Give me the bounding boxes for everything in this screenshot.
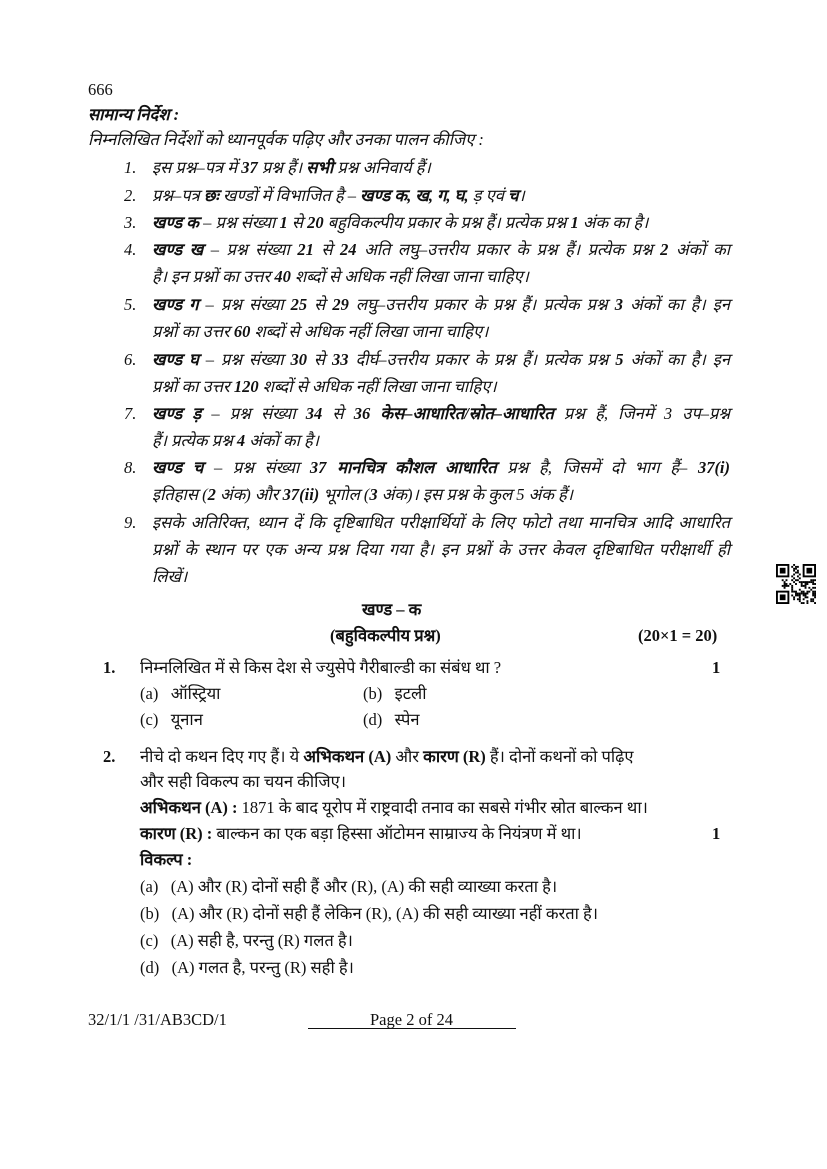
instruction-line — [152, 157, 431, 179]
text-segment: से — [313, 240, 341, 259]
question-marks: 1 — [712, 824, 721, 843]
text-segment: लिखें। — [152, 567, 188, 586]
option-d[interactable] — [140, 957, 354, 979]
option-text: ऑस्ट्रिया — [170, 684, 221, 703]
bold-text: 3 — [614, 295, 624, 314]
bold-text: 30 — [290, 350, 307, 369]
page-number-top: 666 — [88, 80, 113, 99]
bold-text: 37(ii) — [282, 485, 320, 504]
text-segment: । — [518, 186, 525, 205]
text-segment: खण्डों में विभाजित है – — [218, 186, 361, 205]
text-segment: से — [287, 213, 308, 232]
instruction-line — [152, 430, 319, 452]
question-marks: 1 — [712, 658, 721, 677]
option-c[interactable] — [140, 930, 353, 952]
text-segment: अंकों का — [668, 240, 730, 259]
assertion-label: अभिकथन (A) : — [140, 798, 238, 817]
option-text: स्पेन — [394, 710, 420, 729]
option-a[interactable] — [140, 683, 220, 705]
paper-code: 32/1/1 /31/AB3CD/1 — [88, 1010, 227, 1029]
instruction-line — [152, 266, 529, 288]
instruction-line — [152, 566, 187, 588]
question-number: 1. — [103, 658, 116, 677]
instruction-line — [152, 239, 730, 261]
assertion — [140, 797, 648, 819]
text-segment: प्रश्नों का उत्तर — [152, 377, 234, 396]
bold-text: 34 — [305, 404, 323, 423]
text-segment — [370, 404, 380, 423]
bold-text: खण्ड च — [152, 458, 204, 477]
instruction-line — [152, 212, 648, 234]
text-segment: और — [391, 747, 424, 766]
section-marks: (20×1 = 20) — [638, 626, 718, 645]
text-segment: – प्रश्न संख्या — [198, 350, 291, 369]
text-segment: प्रश्न हैं। — [257, 158, 307, 177]
instruction-number: 8. — [124, 458, 137, 477]
option-text: (A) गलत है, परन्तु (R) सही है। — [171, 958, 354, 977]
text-segment: अंक)। इस प्रश्न के कुल 5 अंक हैं। — [377, 485, 574, 504]
instruction-number: 7. — [124, 404, 137, 423]
text-segment: – प्रश्न संख्या — [198, 213, 280, 232]
bold-text: 5 — [615, 350, 624, 369]
bold-text: खण्ड ग — [152, 295, 199, 314]
reason — [140, 823, 582, 845]
instruction-line — [152, 294, 730, 316]
bold-text: खण्ड ख — [152, 240, 204, 259]
instruction-line — [152, 376, 497, 398]
bold-text: खण्ड ड़ — [152, 404, 202, 423]
instruction-number: 3. — [124, 213, 137, 232]
question-text-cont: और सही विकल्प का चयन कीजिए। — [140, 772, 347, 791]
instruction-line — [152, 539, 730, 561]
footer-divider — [308, 1028, 516, 1029]
option-d[interactable] — [363, 709, 420, 731]
option-b[interactable] — [140, 903, 598, 925]
text-segment: इसके अतिरिक्त, ध्यान दें कि दृष्टिबाधित परीक्षार्थियों के लिए फोटो तथा मानचित्र आदि आधारित — [152, 513, 730, 532]
reason-label: कारण (R) : — [140, 824, 213, 843]
bold-text: 29 — [332, 295, 349, 314]
text-segment: लघु–उत्तरीय प्रकार के प्रश्न हैं। प्रत्येक प्रश्न — [348, 295, 615, 314]
text-segment: ड़ एवं — [468, 186, 509, 205]
option-a[interactable] — [140, 876, 557, 898]
bold-text: 21 — [297, 240, 314, 259]
option-text: (A) और (R) दोनों सही हैं लेकिन (R), (A) की सही व्याख्या नहीं करता है। — [171, 904, 599, 923]
instruction-line — [152, 403, 730, 425]
text-segment: बहुविकल्पीय प्रकार के प्रश्न हैं। प्रत्येक प्रश्न — [323, 213, 571, 232]
text-segment: से — [322, 404, 354, 423]
text-segment: – प्रश्न संख्या — [203, 240, 298, 259]
text-segment — [326, 458, 337, 477]
bold-text: 37 — [241, 158, 258, 177]
bold-text: 37 — [309, 458, 327, 477]
option-label: (a) — [140, 684, 159, 703]
text-segment: शब्दों से अधिक नहीं लिखा जाना चाहिए। — [258, 377, 497, 396]
option-c[interactable] — [140, 709, 203, 731]
text-segment: प्रश्न हैं, जिनमें 3 उप–प्रश्न — [553, 404, 730, 423]
text-segment: हैं। प्रत्येक प्रश्न — [152, 431, 237, 450]
bold-text: 2 — [660, 240, 669, 259]
text-segment: – प्रश्न संख्या — [198, 295, 291, 314]
text-segment: अंकों का है। इन — [623, 295, 730, 314]
bold-text: कारण (R) — [423, 747, 486, 766]
option-text: यूनान — [170, 710, 203, 729]
option-label: (d) — [140, 958, 160, 977]
options-label: विकल्प : — [140, 850, 193, 869]
bold-text: 1 — [279, 213, 288, 232]
instruction-number: 9. — [124, 513, 137, 532]
text-segment: – प्रश्न संख्या — [201, 404, 306, 423]
option-label: (c) — [140, 931, 159, 950]
text-segment: शब्दों से अधिक नहीं लिखा जाना चाहिए। — [250, 322, 489, 341]
text-segment: अंक) और — [215, 485, 283, 504]
bold-text: खण्ड घ — [152, 350, 199, 369]
text-segment: से — [307, 295, 333, 314]
text-segment: – प्रश्न संख्या — [203, 458, 310, 477]
bold-text: 25 — [290, 295, 308, 314]
text-segment: अंकों का है। इन — [623, 350, 730, 369]
option-label: (b) — [140, 904, 160, 923]
instruction-number: 5. — [124, 295, 137, 314]
instruction-number: 6. — [124, 350, 137, 369]
bold-text: 4 — [236, 431, 246, 450]
bold-text: 33 — [332, 350, 349, 369]
instruction-line — [152, 185, 525, 207]
instruction-line — [152, 349, 730, 371]
option-text: इटली — [394, 684, 427, 703]
option-text: (A) और (R) दोनों सही हैं और (R), (A) की सही व्याख्या करता है। — [170, 877, 558, 896]
question-number: 2. — [103, 747, 116, 766]
bold-text: 24 — [340, 240, 357, 259]
assertion-text: 1871 के बाद यूरोप में राष्ट्रवादी तनाव का सबसे गंभीर स्रोत बाल्कन था। — [237, 798, 648, 817]
question-text: निम्नलिखित में से किस देश से ज्युसेपे गैरीबाल्डी का संबंध था ? — [140, 658, 502, 677]
bold-text: सभी — [306, 158, 334, 177]
instruction-number: 1. — [124, 158, 137, 177]
option-text: (A) सही है, परन्तु (R) गलत है। — [170, 931, 353, 950]
section-title: खण्ड – क — [362, 600, 422, 619]
text-segment: नीचे दो कथन दिए गए हैं। ये — [140, 747, 304, 766]
bold-text: 3 — [369, 485, 378, 504]
instruction-number: 2. — [124, 186, 137, 205]
bold-text: खण्ड क, ख, ग, घ, — [360, 186, 469, 205]
instruction-line — [152, 512, 730, 534]
instruction-line — [152, 484, 573, 506]
instructions-intro: निम्नलिखित निर्देशों को ध्यानपूर्वक पढ़िए और उनका पालन कीजिए : — [88, 130, 484, 149]
page-indicator: Page 2 of 24 — [370, 1010, 453, 1029]
instruction-line — [152, 321, 488, 343]
text-segment: प्रश्नों का उत्तर — [152, 322, 234, 341]
text-segment: इस प्रश्न–पत्र में — [152, 158, 242, 177]
text-segment: प्रश्नों के स्थान पर एक अन्य प्रश्न दिया गया है। इन प्रश्नों के उत्तर केवल दृष्टिबाधित परीक्षार्थी ही — [152, 540, 730, 559]
option-b[interactable] — [363, 683, 427, 705]
bold-text: 20 — [307, 213, 324, 232]
text-segment: है। इन प्रश्नों का उत्तर — [152, 267, 275, 286]
bold-text: केस–आधारित/स्रोत–आधारित — [380, 404, 554, 423]
option-label: (d) — [363, 710, 383, 729]
bold-text: च — [508, 186, 519, 205]
question-text — [140, 746, 634, 768]
option-label: (a) — [140, 877, 159, 896]
text-segment: शब्दों से अधिक नहीं लिखा जाना चाहिए। — [290, 267, 529, 286]
text-segment: प्रश्न है, जिसमें दो भाग हैं– — [496, 458, 698, 477]
text-segment: इतिहास ( — [152, 485, 208, 504]
bold-text: 36 — [353, 404, 371, 423]
bold-text: 2 — [207, 485, 216, 504]
instruction-number: 4. — [124, 240, 137, 259]
section-subtitle: (बहुविकल्पीय प्रश्न) — [330, 626, 441, 645]
instructions-heading: सामान्य निर्देश : — [88, 105, 180, 124]
bold-text: अभिकथन (A) — [303, 747, 392, 766]
reason-text: बाल्कन का एक बड़ा हिस्सा ऑटोमन साम्राज्य के नियंत्रण में था। — [212, 824, 582, 843]
bold-text: 1 — [570, 213, 579, 232]
bold-text: 60 — [233, 322, 251, 341]
text-segment: अति लघु–उत्तरीय प्रकार के प्रश्न हैं। प्रत्येक प्रश्न — [356, 240, 661, 259]
bold-text: मानचित्र कौशल आधारित — [337, 458, 497, 477]
bold-text: खण्ड क — [152, 213, 199, 232]
option-label: (c) — [140, 710, 159, 729]
instruction-line — [152, 457, 730, 479]
text-segment: दीर्घ–उत्तरीय प्रकार के प्रश्न हैं। प्रत्येक प्रश्न — [348, 350, 616, 369]
bold-text: 120 — [233, 377, 259, 396]
text-segment: प्रश्न अनिवार्य हैं। — [333, 158, 431, 177]
text-segment: प्रश्न–पत्र — [152, 186, 204, 205]
option-label: (b) — [363, 684, 383, 703]
text-segment: भूगोल ( — [319, 485, 370, 504]
bold-text: 40 — [274, 267, 291, 286]
bold-text: छः — [203, 186, 219, 205]
text-segment: अंकों का है। — [245, 431, 320, 450]
text-segment: हैं। दोनों कथनों को पढ़िए — [485, 747, 634, 766]
bold-text: 37(i) — [697, 458, 731, 477]
text-segment: अंक का है। — [578, 213, 649, 232]
qr-code — [776, 564, 816, 604]
text-segment: से — [307, 350, 333, 369]
